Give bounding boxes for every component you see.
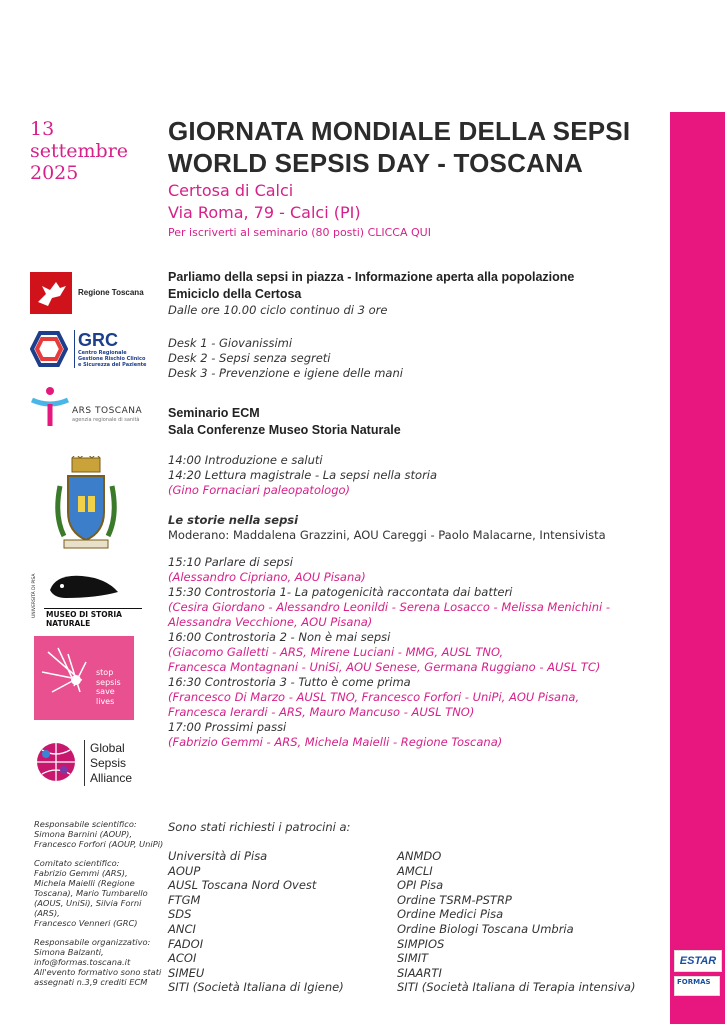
estar-logo: ESTAR [674, 950, 722, 972]
accent-bar [670, 112, 725, 1024]
grc-logo [30, 330, 150, 370]
patron-item: AMCLI [397, 863, 433, 878]
resp-sci-line: Francesco Forfori (AOUP, UniPi) [34, 839, 164, 849]
stories-section [168, 513, 668, 543]
program-item: 14:20 Lettura magistrale - La sepsi nella storia [168, 468, 438, 482]
splash-icon [38, 642, 98, 712]
speaker: (Fabrizio Gemmi - ARS, Michela Maielli - Regione Toscana) [168, 735, 503, 749]
comitato-line: Michela Maielli (Regione [34, 878, 135, 888]
patron-item: SITI (Società Italiana di Terapia intensiva) [397, 980, 636, 995]
comitato-line: Comitato scientifico: [34, 858, 120, 868]
patron-item: SIAARTI [397, 965, 442, 980]
piazza-title: Parliamo della sepsi in piazza - Informazione aperta alla popolazione [168, 270, 575, 284]
title-line-1: GIORNATA MONDIALE DELLA SEPSI [168, 116, 631, 146]
stop-sepsis-logo [34, 636, 134, 720]
speaker: Francesca Ierardi - ARS, Mauro Mancuso - AUSL TNO) [168, 705, 475, 719]
calci-crest-logo [50, 456, 122, 552]
comitato-line: Fabrizio Gemmi (ARS), [34, 868, 128, 878]
stories-title: Le storie nella sepsi [168, 513, 299, 527]
patron-item: ANCI [168, 921, 196, 936]
signup-link[interactable]: Per iscriverti al seminario (80 posti) CLICCA QUI [168, 226, 431, 239]
patron-item: OPI Pisa [397, 878, 444, 893]
patron-item: SIMPIOS [397, 936, 445, 951]
coat-of-arms-icon [50, 456, 122, 552]
patrons-title: Sono stati richiesti i patrocini a: [168, 820, 351, 834]
event-date [30, 118, 128, 184]
ars-title: ARS TOSCANA [72, 406, 143, 416]
patron-item: Ordine TSRM-PSTRP [397, 892, 512, 907]
resp-org-line: All'evento formativo sono stati [34, 967, 162, 977]
program-item: 17:00 Prossimi passi [168, 720, 287, 734]
regione-toscana-logo [30, 272, 145, 314]
comitato-line: Toscana), Mario Tumbarello [34, 888, 148, 898]
page-title [168, 115, 630, 179]
gsa-word: Sepsis [90, 756, 127, 770]
grc-hexagon-icon [30, 330, 68, 368]
museo-storia-naturale-logo [32, 570, 142, 628]
resp-org-line: Simona Balzanti, [34, 947, 104, 957]
resp-org-line: Responsabile organizzativo: [34, 937, 151, 947]
seminar-intro [168, 453, 668, 498]
seminar-location: Sala Conferenze Museo Storia Naturale [168, 423, 401, 437]
comitato-line: Francesco Venneri (GRC) [34, 918, 138, 928]
museum-university-label: UNIVERSITÀ DI PISA [32, 573, 37, 618]
speaker: (Francesco Di Marzo - AUSL TNO, Francesco Forfori - UniPi, AOU Pisana, [168, 690, 580, 704]
grc-divider [74, 330, 75, 368]
program-item: 15:10 Parlare di sepsi [168, 555, 293, 569]
grc-sub-line: Centro Regionale [78, 350, 127, 356]
regione-toscana-label: Regione Toscana [78, 288, 144, 297]
grc-title: GRC [78, 330, 118, 350]
program-item: 15:30 Controstoria 1- La patogenicità raccontata dai batteri [168, 585, 513, 599]
patron-item: Università di Pisa [168, 849, 268, 863]
venue [168, 180, 361, 224]
date-day: 13 [30, 118, 55, 140]
piazza-location: Emiciclo della Certosa [168, 287, 302, 301]
desk-item: Desk 1 - Giovanissimi [168, 336, 293, 350]
speaker: (Cesira Giordano - Alessandro Leonildi - Serena Losacco - Melissa Menichini - [168, 600, 610, 614]
speaker: (Gino Fornaciari paleopatologo) [168, 483, 351, 497]
patron-item: FTGM [168, 892, 201, 907]
program-item: 16:30 Controstoria 3 - Tutto è come prima [168, 675, 411, 689]
comitato-line: (AOUS, UniSi), Silvia Forni (ARS), [34, 898, 142, 918]
pegasus-icon [30, 272, 72, 314]
patron-item: FADOI [168, 936, 204, 951]
gsa-text [90, 741, 132, 786]
title-line-2: WORLD SEPSIS DAY - TOSCANA [168, 148, 584, 178]
desk-item: Desk 3 - Prevenzione e igiene delle mani [168, 366, 403, 380]
piazza-section [168, 269, 668, 381]
speaker: (Giacomo Galletti - ARS, Mirene Luciani - MMG, AUSL TNO, [168, 645, 504, 659]
speaker: (Alessandro Cipriano, AOU Pisana) [168, 570, 366, 584]
moderators: Moderano: Maddalena Grazzini, AOU Careggi - Paolo Malacarne, Intensivista [168, 528, 606, 542]
stop-sepsis-word: stop [96, 668, 114, 677]
patron-item: ANMDO [397, 849, 442, 863]
patron-item: AUSL Toscana Nord Ovest [168, 878, 317, 893]
patron-item: SDS [168, 907, 192, 922]
grc-subtitle [78, 350, 146, 368]
desk-item: Desk 2 - Sepsi senza segreti [168, 351, 331, 365]
stop-sepsis-word: lives [96, 696, 115, 706]
global-sepsis-alliance-logo [34, 740, 144, 790]
talks-list [168, 555, 668, 750]
stop-sepsis-word: save [96, 687, 115, 696]
credits-sidebar [34, 819, 164, 987]
seminar-header [168, 405, 668, 439]
formas-logo [674, 976, 720, 996]
museum-label: MUSEO DI STORIA NATURALE [46, 610, 122, 628]
patron-item: Ordine Biologi Toscana Umbria [397, 921, 574, 936]
patron-item: Ordine Medici Pisa [397, 907, 504, 922]
contact-email[interactable]: info@formas.toscana.it [34, 957, 131, 967]
piazza-time: Dalle ore 10.00 ciclo continuo di 3 ore [168, 303, 388, 317]
ars-subtitle: agenzia regionale di sanità [72, 417, 140, 423]
stop-sepsis-word: sepsis [96, 677, 121, 687]
patrons-left-column [168, 849, 393, 995]
speaker: Alessandra Vecchione, AOU Pisana) [168, 615, 373, 629]
globe-icon [34, 740, 78, 784]
grc-sub-line: e Sicurezza del Paziente [78, 362, 147, 368]
venue-name: Certosa di Calci [168, 181, 294, 200]
gsa-divider [84, 740, 85, 786]
patron-item: SIMEU [168, 965, 205, 980]
ars-figure-icon [30, 386, 70, 428]
patron-item: ACOI [168, 951, 197, 966]
program-item: 16:00 Controstoria 2 - Non è mai sepsi [168, 630, 391, 644]
seminar-title: Seminario ECM [168, 406, 260, 420]
venue-address: Via Roma, 79 - Calci (PI) [168, 203, 361, 222]
patron-item: SIMIT [397, 951, 429, 966]
resp-sci-line: Simona Barnini (AOUP), [34, 829, 133, 839]
resp-sci-line: Responsabile scientifico: [34, 819, 137, 829]
stop-sepsis-text [96, 668, 121, 706]
patron-item: SITI (Società Italiana di Igiene) [168, 980, 344, 995]
patrons-right-column [397, 849, 667, 995]
speaker: Francesca Montagnani - UniSi, AOU Senese, Germana Ruggiano - AUSL TC) [168, 660, 601, 674]
ars-toscana-logo [30, 386, 150, 428]
date-year: 2025 [30, 162, 79, 184]
date-month: settembre [30, 140, 129, 162]
resp-org-line: assegnati n.3,9 crediti ECM [34, 977, 148, 987]
whale-icon [46, 570, 122, 604]
gsa-word: Global [90, 741, 125, 755]
program-item: 14:00 Introduzione e saluti [168, 453, 323, 467]
grc-sub-line: Gestione Rischio Clinico [78, 356, 146, 362]
patron-item: AOUP [168, 863, 201, 878]
gsa-word: Alliance [90, 771, 133, 785]
museum-divider [44, 608, 142, 609]
formas-logo-text: FORMAS [677, 978, 711, 986]
